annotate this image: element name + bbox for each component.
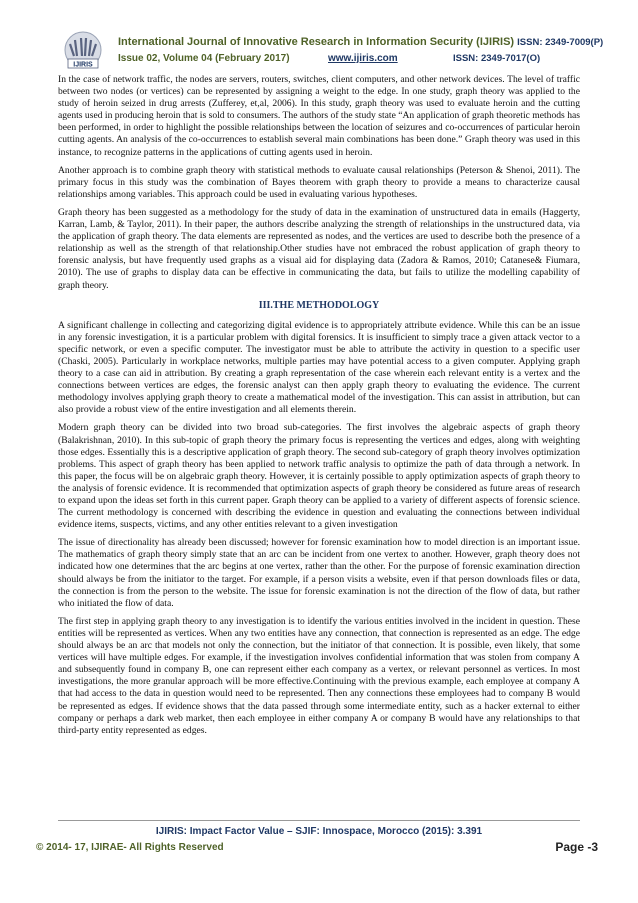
paragraph-network-traffic: In the case of network traffic, the nodes are servers, routers, switches, client computers, and other network devices. The level of traffic between two nodes (or vertices) can be represented by assigning a weight to the edge. In one study, graph theory was applied to the study of heroin seized in drug arrests (Zufferey, et,al, 2006). In this study, graph theory was used to evaluate heroin and the cutting agents used in producing heroin that is sold to consumers. The authors of the study state “An application of graph theoretic methods has been performed, in order to highlight the possible relationships between the location of seizures and co-occurrences of particular heroin cutting agents. An analysis of the co-occurrences to establish several main combinations has been done.” Graph theory was used in this instance, to recognize patterns in the applications of cutting agents used in heroin.	[58, 74, 580, 158]
page-number: Page -3	[555, 840, 598, 854]
issn-print: ISSN: 2349-7009(P)	[517, 37, 604, 48]
article-body	[58, 74, 580, 743]
paragraph-first-step: The first step in applying graph theory to any investigation is to identify the various entities involved in the incident in question. These entities will be represented as vertices. When any two entities have any connection, that connection is represented as an edge. The edge should always be an arc that models not only the connection, but the initiator of that connection. It is possible, even likely, that some vertices will have multiple edges. For example, if the investigation involves confidential information that was stolen from company A and subsequently found in company B, one can represent either each company as a vertex, or relevant personnel as vertices. In most investigations, the more granular approach will be more effective.Continuing with the previous example, each employee at company A that had access to the data in question would need to be represented. Then any connections these employees had to company B would be represented as edges. If evidence shows that the data passed through some intermediate entity, such as a hacker external to either company or perhaps a dark web market, then each employee in either company A or company B would have any relationships to that third-party entity represented as edges.	[58, 615, 580, 736]
issn-online: ISSN: 2349-7017(O)	[453, 53, 541, 64]
issue-line	[118, 53, 598, 64]
issue-info: Issue 02, Volume 04 (February 2017)	[118, 53, 290, 64]
paragraph-directionality: The issue of directionality has already been discussed; however for forensic examination how to model direction is an important issue. The mathematics of graph theory simply state that an arc can be incident from one vertex to another. However, graph theory does not indicated how one determines that the arc begins at one vertex, rather than the other. For the purpose of forensic examination direction should always be from the initiator to the target. For example, if a person visits a website, even if that person downloads files or data, the connection is from the person to the website. The issue for forensic examination is not the direction of the flow of data, but rather who initiated the flow of data.	[58, 537, 580, 609]
svg-text:IJIRIS: IJIRIS	[73, 61, 93, 69]
paragraph-unstructured-data: Graph theory has been suggested as a methodology for the study of data in the examination of unstructured data in emails (Haggerty, Karran, Lamb, & Taylor, 2011). In their paper, the authors describe analyzing the strength of relationships in the unstructured data, via the application of graph theory. The data elements are represented as nodes, and the vertices are used to describe both the presence of a relationship as well as the strength of that relationship.Other studies have not embraced the robust application of graph theory to forensic analysis, but have frequently used graphs as a visual aid for displaying data (Zadora & Ramos, 2010; Catanese& Fiumara, 2010). The use of graphs to display data can be effective in communicating the data, but fails to utilize the modelling capability of graph theory.	[58, 206, 580, 291]
paragraph-attribution: A significant challenge in collecting and categorizing digital evidence is to appropriately attribute evidence. While this can be an issue in any forensic investigation, it is a particular problem with digital forensics. It is insufficient to simply trace a given attack vector to a specific network, or even a specific computer. The investigator must be able to attribute the activity in question to a specific user (Chaski, 2005). Particularly in workplace networks, multiple parties may have potential access to a given computer. Applying graph theory to a case can aid in attribution. By creating a graph representation of the case wherein each relevant entity is a vertex and the connections between vertices are edges, the forensic analyst can then apply graph theory to evaluating the evidence. The current methodology involves applying graph theory to create a mathematical model of the investigation. This can assist in attribution, but can also provide a robust view of the entire investigation and all elements therein.	[58, 319, 580, 416]
footer-impact-factor: IJIRIS: Impact Factor Value – SJIF: Innospace, Morocco (2015): 3.391	[155, 826, 483, 837]
paragraph-modern-graph-theory: Modern graph theory can be divided into two broad sub-categories. The first involves the algebraic aspects of graph theory (Balakrishnan, 2010). In this sub-topic of graph theory the primary focus is representing the vertices and edges, along with weighting those edges. Essentially this is a descriptive application of graph theory. The second sub-category of graph theory involves optimization problems. This aspect of graph theory has been applied to network traffic analysis to optimize the path of data through a network. In this paper, the focus will be on algebraic graph theory. However, it is certainly possible to apply optimization aspects of graph theory to the analysis of forensic evidence. It is recommended that optimization aspects of graph theory be considered as future areas of research to expand upon the ideas set forth in this current paper. Graph theory can be applied to a variety of different aspects of forensic science. The current methodology is concerned with describing the evidence in question and evaluating the connections between individual evidence items, suspects, victims, and any other entities relevant to a given investigation	[58, 422, 580, 531]
journal-logo	[58, 30, 108, 74]
footer-copyright: © 2014- 17, IJIRAE- All Rights Reserved	[36, 842, 224, 853]
footer-divider	[58, 820, 580, 821]
journal-title: International Journal of Innovative Research in Information Security (IJIRIS)	[118, 36, 515, 48]
journal-url-link[interactable]: www.ijiris.com	[328, 53, 398, 64]
section-heading-methodology: III.THE METHODOLOGY	[258, 299, 380, 311]
journal-title-line	[118, 36, 603, 48]
paragraph-statistical-methods: Another approach is to combine graph theory with statistical methods to evaluate causal relationships (Peterson & Shenoi, 2011). The primary focus in this study was the combination of Bayes theorem with graph theory to provide a means to characterize causal relationships among variables. This approach could be used in evaluating various hypotheses.	[58, 164, 580, 200]
journal-header	[58, 30, 604, 74]
